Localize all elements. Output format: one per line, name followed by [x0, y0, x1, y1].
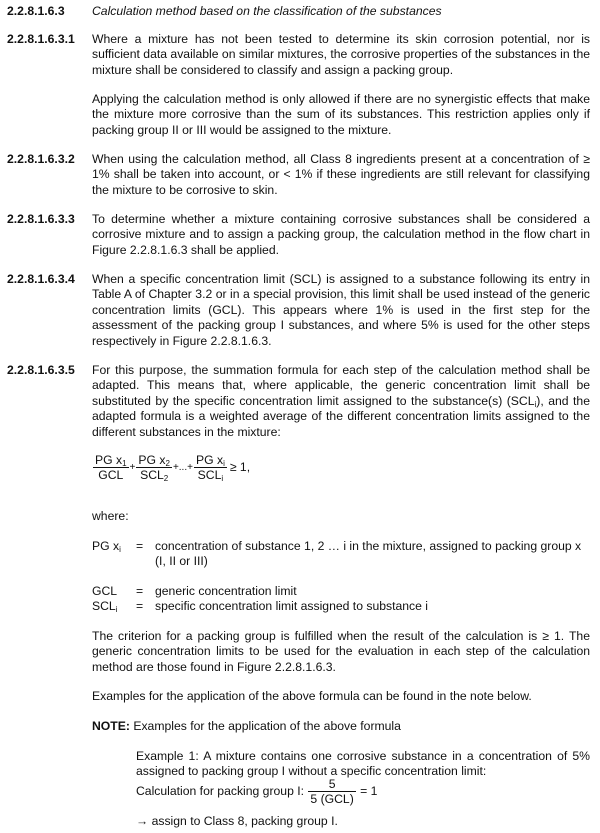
criterion-paragraph: The criterion for a packing group is fulfilled when the result of the calculation is ≥ 1. The generic concentration limits to be used for the evaluation in each step of the calculation method are those found in Figure 2.2.8.1.6.3. [92, 629, 590, 674]
header-number: 2.2.8.1.6.3 [7, 4, 65, 18]
section-paragraph: Applying the calculation method is only allowed if there are no synergistic effects that make the mixture more corrosive than the sum of its substances. This restriction applies only if packing group II or III would be assigned to the mixture. [92, 92, 590, 137]
section-number: 2.2.8.1.6.3.5 [7, 363, 75, 377]
example-1-text: Example 1: A mixture contains one corrosive substance in a concentration of 5% assigned to packing group I without a specific concentration limit: [136, 749, 590, 779]
summation-formula: $\frac{PG x_1}{\text{GCL}}$ + $\frac{PG x_2}{SCL_2}$ +...+ $\frac{PG x_i}{SCL_i}$ ≥ 1, [95, 453, 251, 483]
note [92, 719, 401, 734]
formula-term-2: $\frac{PG x_2}{SCL_2}$ [138, 453, 170, 483]
calc-label: Calculation for packing group I: [136, 783, 305, 798]
section-number: 2.2.8.1.6.3.2 [7, 152, 75, 166]
section-paragraph: When using the calculation method, all Class 8 ingredients present at a concentration of ≥ 1% shall be taken into account, or < 1% if these ingredients are still relevant for classifying the mixture to be corrosive to skin. [92, 152, 590, 197]
note-text: Examples for the application of the above formula [133, 719, 401, 733]
header-title: Calculation method based on the classification of the substances [92, 4, 442, 18]
formula-relation: ≥ 1, [229, 459, 251, 474]
note-label: NOTE: [92, 719, 130, 733]
formula-term-i: $\frac{PG x_i}{SCL_i}$ [195, 453, 225, 483]
section-paragraph: To determine whether a mixture containing corrosive substances shall be considered a corrosive mixture and to assign a packing group, the calculation method in the flow chart in Figure 2.2.8.1.6.3 shall be applied. [92, 212, 590, 257]
section-paragraph: When a specific concentration limit (SCL) is assigned to a substance following its entry in Table A of Chapter 3.2 or in a special provision, this limit shall be used instead of the generic concentration limits (GCL). This appears where 1% is used in the first step for the assessment of the packing group I substances, and where 5% is used for the other steps respectively in Figure 2.2.8.1.6.3. [92, 272, 590, 348]
examples-intro: Examples for the application of the above formula can be found in the note below. [92, 689, 532, 703]
formula-term-1: $\frac{PG x_1}{\text{GCL}}$ [95, 453, 127, 482]
section-number: 2.2.8.1.6.3.3 [7, 212, 75, 226]
section-number: 2.2.8.1.6.3.4 [7, 272, 75, 286]
calc-fraction: $\frac{5}{\text{5 (GCL)}}$ [310, 777, 354, 806]
example-1-calculation [136, 777, 377, 806]
example-1-assignment: → assign to Class 8, packing group I. [136, 814, 338, 828]
calc-result: = 1 [360, 783, 378, 798]
section-paragraph: Where a mixture has not been tested to determine its skin corrosion potential, nor is sufficient data available on similar mixtures, the corrosive properties of the substances in the mixture shall be considered to classify and assign a packing group. [92, 32, 590, 77]
section-paragraph: For this purpose, the summation formula for each step of the calculation method shall be adapted. This means that, where applicable, the generic concentration limit shall be substituted by the specific concentration limit assigned to the substance(s) $(SCL_i)$, and the adapted formula is a weighted average of the different concentration limits assigned to the different substances in the mixture: [92, 363, 590, 439]
section-number: 2.2.8.1.6.3.1 [7, 32, 75, 46]
where-label: where: [92, 509, 129, 523]
